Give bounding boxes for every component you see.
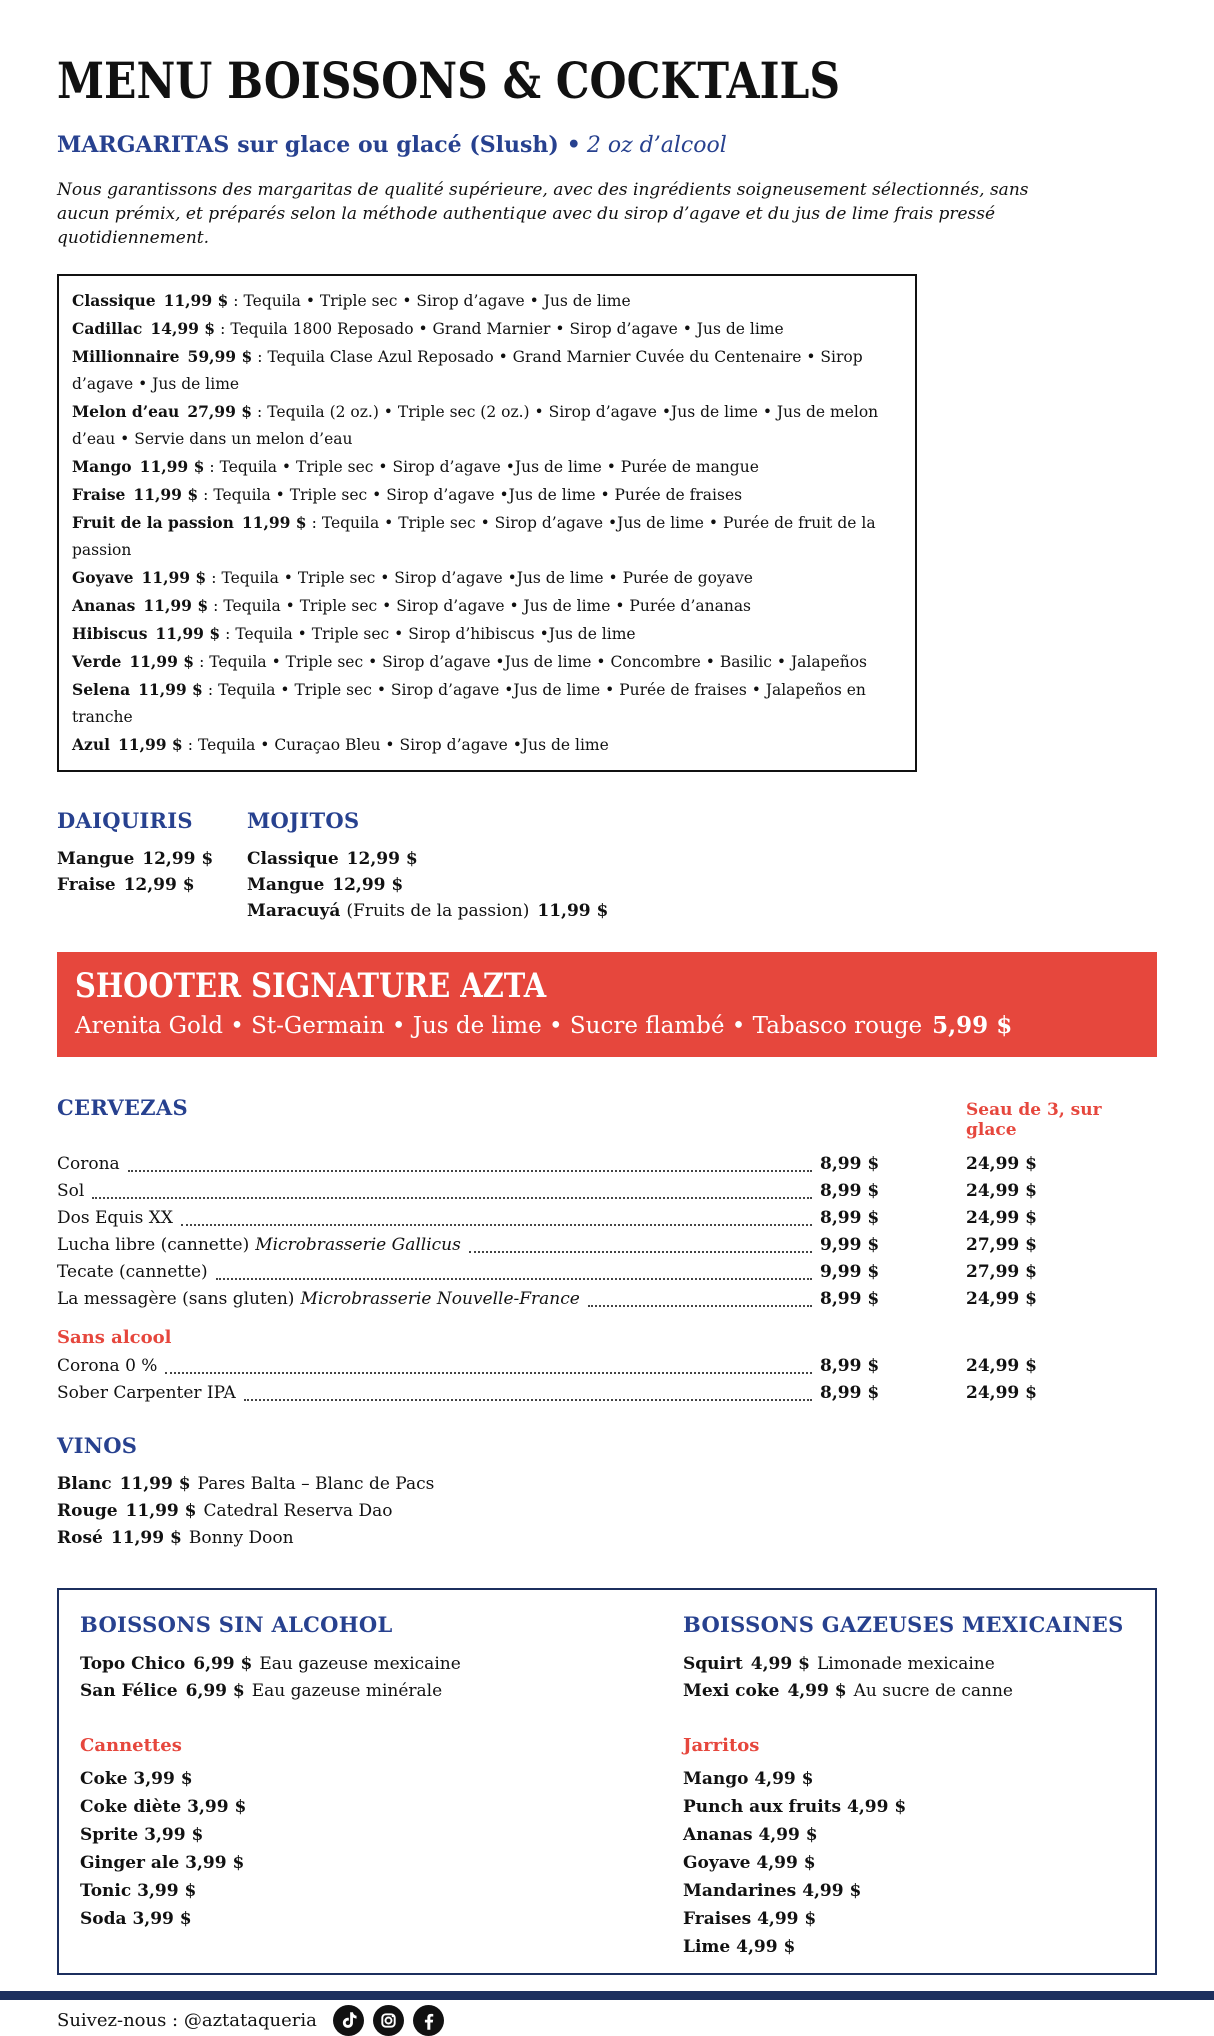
margarita-price: 11,99 $ [143, 596, 209, 615]
margarita-ingredients: Tequila • Triple sec • Sirop d’agave •Jus de lime • Concombre • Basilic • Jalapeños [209, 653, 867, 671]
mexican-sodas-column [683, 1612, 1155, 1961]
soft-drinks-column [59, 1612, 683, 1961]
margarita-item [72, 481, 902, 509]
beverage-row [57, 1353, 1157, 1380]
beverage-row [57, 1380, 1157, 1407]
beer-unit-price: 9,99 $ [820, 1235, 880, 1256]
item-price: 12,99 $ [123, 875, 195, 895]
mojito-item [247, 872, 608, 898]
dotted-leader [588, 1305, 812, 1307]
mojito-item [247, 898, 608, 924]
separator: : [220, 320, 226, 338]
margaritas-intro: Nous garantissons des margaritas de qualité supérieure, avec des ingrédients soigneusement sélectionnés, sans aucun prémix, et préparés selon la méthode authentique avec du sirop d’agave et du jus de lime frais pressé quotidiennement. [57, 180, 1029, 248]
beverage-row [57, 1232, 1157, 1259]
margarita-price: 11,99 $ [139, 457, 205, 476]
beer-bucket-price: 24,99 $ [966, 1208, 1037, 1229]
item-price: 3,99 $ [132, 1909, 192, 1930]
mojitos-items [247, 846, 608, 924]
item-price: 4,99 $ [754, 1769, 814, 1790]
item-price: 4,99 $ [847, 1797, 907, 1818]
jarritos-item [683, 1877, 1139, 1905]
item-price: 4,99 $ [787, 1681, 847, 1702]
item-name: Sprite [80, 1825, 139, 1846]
margarita-price: 11,99 $ [138, 680, 203, 699]
beer-bucket-price: 24,99 $ [966, 1154, 1037, 1175]
mojito-item [247, 846, 608, 872]
margarita-item [72, 343, 902, 398]
mexican-soda-item [683, 1651, 1139, 1678]
margarita-name: Verde [72, 652, 122, 671]
margarita-name: Cadillac [72, 319, 143, 338]
margarita-price: 11,99 $ [163, 291, 229, 310]
margarita-item [72, 398, 902, 453]
beer-bucket-price: 27,99 $ [966, 1262, 1037, 1283]
item-name: Classique [247, 849, 339, 869]
item-name: Tonic [80, 1881, 132, 1902]
margarita-price: 11,99 $ [241, 513, 307, 532]
beer-bucket-price: 27,99 $ [966, 1235, 1037, 1256]
margarita-ingredients: Tequila 1800 Reposado • Grand Marnier • Sirop d’agave • Jus de lime [230, 320, 784, 338]
beer-unit-price: 8,99 $ [820, 1383, 880, 1404]
margarita-price: 11,99 $ [129, 652, 195, 671]
cannettes-items [80, 1765, 683, 1933]
can-item [80, 1793, 683, 1821]
margarita-price: 11,99 $ [141, 568, 207, 587]
margarita-item [72, 731, 902, 759]
wine-item [57, 1525, 1157, 1552]
item-price: 3,99 $ [137, 1881, 197, 1902]
margaritas-heading-main: MARGARITAS [57, 132, 230, 158]
cervezas-rows [57, 1151, 1157, 1313]
margarita-name: Mango [72, 457, 132, 476]
separator: : [209, 458, 215, 476]
wine-name: Blanc [57, 1474, 112, 1495]
beer-name: Lucha libre (cannette) [57, 1235, 250, 1256]
separator: : [225, 625, 231, 643]
item-description: Eau gazeuse mexicaine [259, 1654, 461, 1675]
beer-name: Sober Carpenter IPA [57, 1383, 236, 1404]
item-name: Coke diète [80, 1797, 182, 1818]
separator: : [311, 514, 317, 532]
item-note: (Fruits de la passion) [346, 901, 530, 921]
margarita-ingredients: Tequila • Triple sec • Sirop d’agave • Jus de lime [243, 292, 631, 310]
beverage-row [57, 1205, 1157, 1232]
item-price: 4,99 $ [750, 1654, 810, 1675]
wine-item [57, 1498, 1157, 1525]
margarita-ingredients: Tequila • Triple sec • Sirop d’agave •Jus de lime • Purée de mangue [219, 458, 759, 476]
dotted-leader [216, 1278, 812, 1280]
margarita-name: Selena [72, 680, 131, 699]
jarritos-item [683, 1765, 1139, 1793]
mojitos-column [247, 808, 608, 924]
beer-bucket-price: 24,99 $ [966, 1356, 1037, 1377]
margarita-ingredients: Tequila • Triple sec • Sirop d’agave •Jus de lime • Purée de fraises [213, 486, 743, 504]
soft-drinks-heading: BOISSONS SIN ALCOHOL [80, 1612, 393, 1638]
beer-unit-price: 9,99 $ [820, 1262, 880, 1283]
item-price: 3,99 $ [187, 1797, 247, 1818]
item-name: Mango [683, 1769, 749, 1790]
item-price: 6,99 $ [193, 1654, 253, 1675]
item-price: 4,99 $ [758, 1825, 818, 1846]
dotted-leader [92, 1197, 812, 1199]
separator: : [211, 569, 217, 587]
item-name: Fraise [57, 875, 116, 895]
separator: : [233, 292, 239, 310]
separator: : [187, 736, 193, 754]
page-title [57, 51, 1157, 110]
margarita-name: Fruit de la passion [72, 513, 234, 532]
margarita-item [72, 453, 902, 481]
beverage-row [57, 1286, 1157, 1313]
shooter-title [75, 968, 1137, 1005]
item-name: Mandarines [683, 1881, 797, 1902]
follow-us-text: Suivez-nous : @aztataqueria [57, 2010, 317, 2032]
jarritos-item [683, 1849, 1139, 1877]
beer-bucket-price: 24,99 $ [966, 1289, 1037, 1310]
margarita-name: Classique [72, 291, 156, 310]
beverage-row [57, 1259, 1157, 1286]
margarita-name: Millionnaire [72, 347, 180, 366]
wine-name: Rosé [57, 1528, 103, 1549]
can-item [80, 1821, 683, 1849]
margarita-item [72, 315, 902, 343]
margarita-ingredients: Tequila • Triple sec • Sirop d’hibiscus •Jus de lime [235, 625, 636, 643]
cervezas-heading: CERVEZAS [57, 1095, 188, 1121]
margarita-ingredients: Tequila • Triple sec • Sirop d’agave •Jus de lime • Purée de goyave [221, 569, 753, 587]
margarita-item [72, 676, 902, 731]
beverage-row [57, 1151, 1157, 1178]
shooter-ingredients: Arenita Gold • St-Germain • Jus de lime • Sucre flambé • Tabasco rouge [75, 1013, 923, 1040]
margarita-item [72, 509, 902, 564]
item-description: Au sucre de canne [853, 1681, 1013, 1702]
margarita-ingredients: Tequila • Triple sec • Sirop d’agave •Jus de lime • Purée de fraises • Jalapeños en tranche [72, 681, 866, 726]
can-item [80, 1905, 683, 1933]
mexican-sodas-items [683, 1651, 1139, 1705]
dotted-leader [244, 1399, 812, 1401]
jarritos-item [683, 1933, 1139, 1961]
margarita-name: Goyave [72, 568, 134, 587]
margarita-name: Hibiscus [72, 624, 148, 643]
margarita-ingredients: Tequila • Triple sec • Sirop d’agave • Jus de lime • Purée d’ananas [223, 597, 752, 615]
beer-unit-price: 8,99 $ [820, 1181, 880, 1202]
mexican-soda-item [683, 1678, 1139, 1705]
item-price: 4,99 $ [756, 1853, 816, 1874]
beer-name: Sol [57, 1181, 85, 1202]
soft-drink-item [80, 1678, 683, 1705]
wine-description: Bonny Doon [188, 1528, 294, 1549]
margarita-name: Azul [72, 735, 110, 754]
margarita-ingredients: Tequila Clase Azul Reposado • Grand Marnier Cuvée du Centenaire • Sirop d’agave • Jus de lime [72, 348, 863, 393]
item-name: Fraises [683, 1909, 752, 1930]
item-name: Mexi coke [683, 1681, 780, 1702]
margarita-item [72, 648, 902, 676]
item-name: Coke [80, 1769, 128, 1790]
separator: : [257, 403, 263, 421]
beer-name: Tecate (cannette) [57, 1262, 208, 1283]
dotted-leader [469, 1251, 812, 1253]
daiquiris-mojitos-section [57, 808, 1157, 924]
item-description: Limonade mexicaine [816, 1654, 995, 1675]
jarritos-heading: Jarritos [683, 1735, 760, 1757]
beer-brewery: Microbrasserie Gallicus [255, 1235, 461, 1256]
wine-description: Pares Balta – Blanc de Pacs [197, 1474, 435, 1495]
item-name: Topo Chico [80, 1654, 186, 1675]
jarritos-item [683, 1793, 1139, 1821]
footer [57, 2005, 1157, 2036]
dotted-leader [165, 1372, 812, 1374]
vinos-section [57, 1433, 1157, 1552]
margarita-price: 11,99 $ [155, 624, 221, 643]
wine-description: Catedral Reserva Dao [203, 1501, 393, 1522]
can-item [80, 1877, 683, 1905]
soft-drinks-items [80, 1651, 683, 1705]
beer-name: Dos Equis XX [57, 1208, 174, 1229]
wine-item [57, 1471, 1157, 1498]
item-price: 3,99 $ [144, 1825, 204, 1846]
item-name: Mangue [247, 875, 325, 895]
beer-bucket-price: 24,99 $ [966, 1181, 1037, 1202]
mojitos-heading: MOJITOS [247, 808, 360, 833]
daiquiris-items [57, 846, 247, 898]
margarita-name: Fraise [72, 485, 126, 504]
item-name: San Félice [80, 1681, 178, 1702]
item-name: Soda [80, 1909, 127, 1930]
margaritas-box [57, 274, 917, 772]
beer-unit-price: 8,99 $ [820, 1356, 880, 1377]
wine-price: 11,99 $ [125, 1501, 197, 1522]
item-price: 4,99 $ [802, 1881, 862, 1902]
cervezas-header-row [57, 1095, 1157, 1140]
shooter-price: 5,99 $ [932, 1012, 1013, 1040]
margarita-price: 11,99 $ [118, 735, 183, 754]
separator: : [203, 486, 209, 504]
item-price: 12,99 $ [142, 849, 214, 869]
dotted-leader [181, 1224, 812, 1226]
separator: : [213, 597, 219, 615]
bucket-price-label: Seau de 3, sur glace [966, 1100, 1102, 1141]
daiquiris-heading: DAIQUIRIS [57, 808, 193, 833]
bottom-accent-bar [0, 1991, 1214, 2000]
social-icons [333, 2005, 453, 2036]
margarita-price: 59,99 $ [187, 347, 253, 366]
margarita-item [72, 592, 902, 620]
margarita-item [72, 620, 902, 648]
beer-name: Corona 0 % [57, 1356, 158, 1377]
daiquiris-column [57, 808, 247, 924]
margaritas-alcohol-note: 2 oz d’alcool [586, 133, 727, 158]
margarita-name: Melon d’eau [72, 402, 180, 421]
cervezas-section [57, 1095, 1157, 1407]
margarita-item [72, 564, 902, 592]
wine-price: 11,99 $ [119, 1474, 191, 1495]
item-name: Goyave [683, 1853, 751, 1874]
separator: : [257, 348, 263, 366]
soft-drink-item [80, 1651, 683, 1678]
item-price: 4,99 $ [736, 1937, 796, 1958]
item-name: Mangue [57, 849, 135, 869]
mexican-sodas-heading: BOISSONS GAZEUSES MEXICAINES [683, 1612, 1124, 1638]
beer-name: La messagère (sans gluten) [57, 1289, 295, 1310]
item-price: 4,99 $ [757, 1909, 817, 1930]
beer-unit-price: 8,99 $ [820, 1154, 880, 1175]
item-price: 12,99 $ [332, 875, 404, 895]
jarritos-item [683, 1821, 1139, 1849]
item-description: Eau gazeuse minérale [251, 1681, 443, 1702]
margaritas-heading [57, 132, 1157, 158]
item-name: Punch aux fruits [683, 1797, 842, 1818]
margarita-ingredients: Tequila (2 oz.) • Triple sec (2 oz.) • Sirop d’agave •Jus de lime • Jus de melon d’eau • Servie dans un melon d’eau [72, 403, 879, 448]
soft-drinks-box [57, 1588, 1157, 1975]
beer-unit-price: 8,99 $ [820, 1208, 880, 1229]
item-name: Lime [683, 1937, 731, 1958]
page-title-text: MENU BOISSONS & COCKTAILS [57, 51, 841, 110]
shooter-banner [57, 952, 1157, 1057]
sans-alcool-heading: Sans alcool [57, 1327, 172, 1349]
jarritos-item [683, 1905, 1139, 1933]
margarita-name: Ananas [72, 596, 136, 615]
jarritos-items [683, 1765, 1139, 1961]
separator: : [199, 653, 205, 671]
instagram-icon[interactable] [373, 2005, 404, 2036]
dotted-leader [128, 1170, 812, 1172]
vinos-heading: VINOS [57, 1433, 138, 1459]
heading-bullet: • [566, 132, 581, 158]
tiktok-icon[interactable] [333, 2005, 364, 2036]
margarita-ingredients: Tequila • Triple sec • Sirop d’agave •Jus de lime • Purée de fruit de la passion [72, 514, 876, 559]
item-name: Squirt [683, 1654, 743, 1675]
can-item [80, 1849, 683, 1877]
daiquiri-item [57, 846, 247, 872]
margarita-price: 27,99 $ [187, 402, 253, 421]
cannettes-heading: Cannettes [80, 1735, 182, 1757]
item-name: Maracuyá [247, 901, 341, 921]
shooter-title-text: SHOOTER SIGNATURE AZTA [75, 966, 547, 1006]
wine-name: Rouge [57, 1501, 118, 1522]
beverage-row [57, 1178, 1157, 1205]
wine-price: 11,99 $ [110, 1528, 182, 1549]
item-price: 3,99 $ [133, 1769, 193, 1790]
margarita-item [72, 287, 902, 315]
beer-brewery: Microbrasserie Nouvelle-France [300, 1289, 580, 1310]
beer-unit-price: 8,99 $ [820, 1289, 880, 1310]
margarita-price: 11,99 $ [133, 485, 199, 504]
item-price: 6,99 $ [185, 1681, 245, 1702]
facebook-icon[interactable] [413, 2005, 444, 2036]
item-price: 3,99 $ [185, 1853, 245, 1874]
item-name: Ananas [683, 1825, 753, 1846]
daiquiri-item [57, 872, 247, 898]
can-item [80, 1765, 683, 1793]
item-name: Ginger ale [80, 1853, 180, 1874]
item-price: 11,99 $ [537, 901, 609, 921]
beer-bucket-price: 24,99 $ [966, 1383, 1037, 1404]
margarita-price: 14,99 $ [150, 319, 216, 338]
sans-alcool-rows [57, 1353, 1157, 1407]
shooter-description [75, 1012, 1137, 1039]
margarita-ingredients: Tequila • Curaçao Bleu • Sirop d’agave •Jus de lime [197, 736, 609, 754]
separator: : [207, 681, 214, 699]
item-price: 12,99 $ [346, 849, 418, 869]
vinos-items [57, 1471, 1157, 1552]
margaritas-heading-suffix: sur glace ou glacé (Slush) [237, 132, 559, 158]
beer-name: Corona [57, 1154, 120, 1175]
